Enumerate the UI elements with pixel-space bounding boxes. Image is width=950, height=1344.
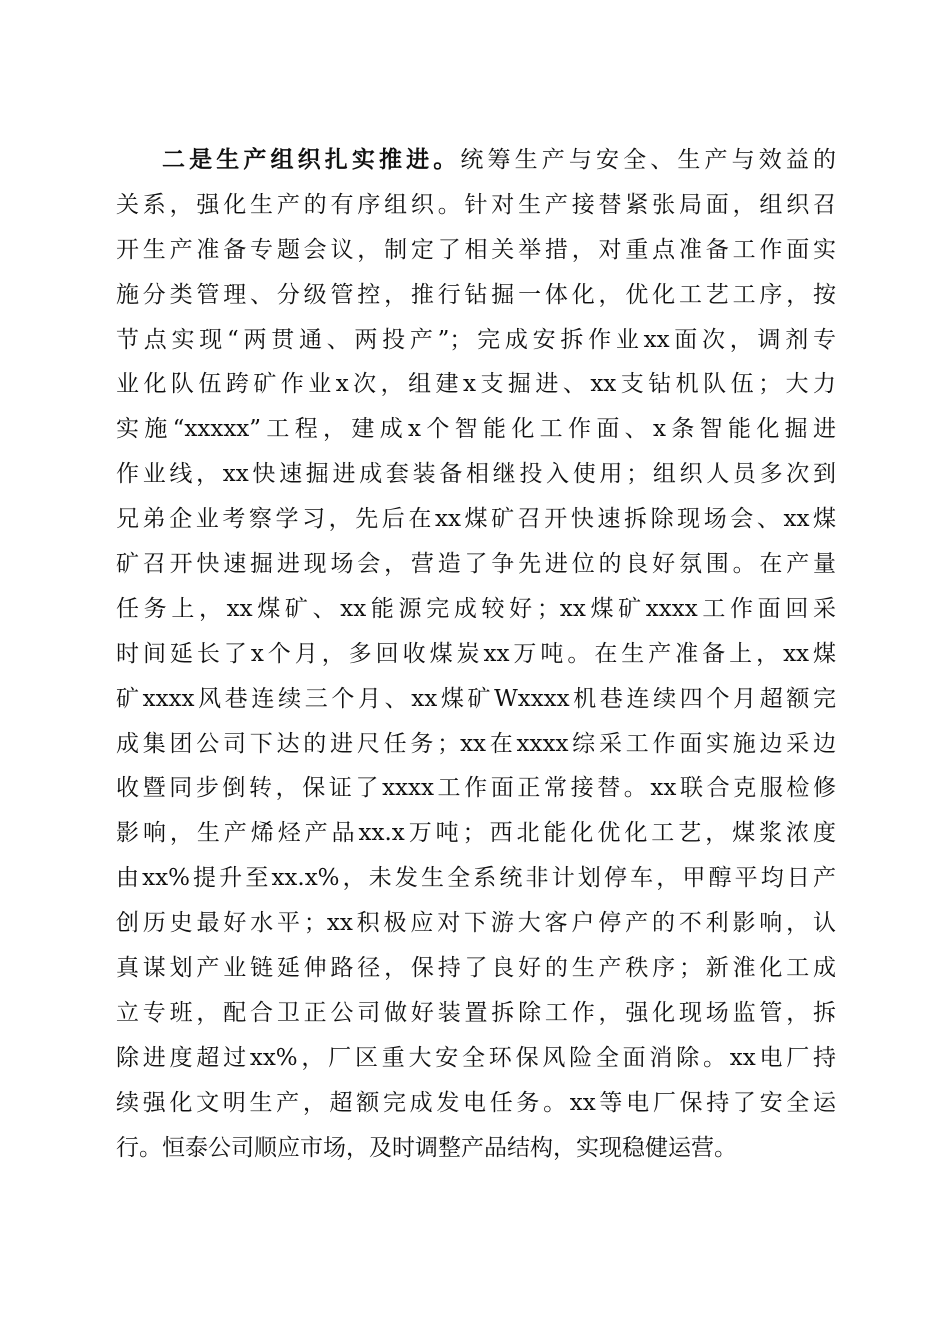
paragraph-line: 矿xxxx风巷连续三个月、xx煤矿Wxxxx机巷连续四个月超额完 (116, 685, 836, 712)
paragraph-lead: 二是生产组织扎实推进。 (162, 146, 461, 173)
paragraph-line: 真谋划产业链延伸路径，保持了良好的生产秩序；新淮化工成 (116, 955, 836, 982)
paragraph-line: 节点实现“两贯通、两投产”；完成安拆作业xx面次，调剂专 (116, 326, 836, 353)
paragraph-line: 立专班，配合卫正公司做好装置拆除工作，强化现场监管，拆 (116, 999, 836, 1026)
paragraph-line: 矿召开快速掘进现场会，营造了争先进位的良好氛围。在产量 (116, 551, 836, 578)
paragraph-line: 时间延长了x个月，多回收煤炭xx万吨。在生产准备上，xx煤 (116, 640, 836, 667)
paragraph-line: 兄弟企业考察学习，先后在xx煤矿召开快速拆除现场会、xx煤 (116, 506, 836, 533)
paragraph-line: 续强化文明生产，超额完成发电任务。xx等电厂保持了安全运 (116, 1089, 836, 1116)
paragraph-line: 作业线，xx快速掘进成套装备相继投入使用；组织人员多次到 (116, 461, 836, 488)
paragraph-line: 成集团公司下达的进尺任务；xx在xxxx综采工作面实施边采边 (116, 730, 836, 757)
paragraph-line: 施分类管理、分级管控，推行钻掘一体化，优化工艺工序，按 (116, 281, 836, 308)
paragraph-line: 业化队伍跨矿作业x次，组建x支掘进、xx支钻机队伍；大力 (116, 371, 836, 398)
body-paragraph (116, 138, 836, 1170)
paragraph-line: 创历史最好水平；xx积极应对下游大客户停产的不利影响，认 (116, 910, 836, 937)
paragraph-line: 由xx%提升至xx.x%，未发生全系统非计划停车，甲醇平均日产 (116, 865, 836, 892)
paragraph-line: 任务上，xx煤矿、xx能源完成较好；xx煤矿xxxx工作面回采 (116, 595, 836, 622)
paragraph-line: 除进度超过xx%，厂区重大安全环保风险全面消除。xx电厂持 (116, 1044, 836, 1071)
paragraph-line: 统筹生产与安全、生产与效益的 (460, 147, 836, 173)
paragraph-line: 收暨同步倒转，保证了xxxx工作面正常接替。xx联合克服检修 (116, 775, 836, 802)
paragraph-line-last: 行。恒泰公司顺应市场，及时调整产品结构，实现稳健运营。 (116, 1134, 737, 1161)
paragraph-line: 关系，强化生产的有序组织。针对生产接替紧张局面，组织召 (116, 191, 836, 218)
paragraph-line: 开生产准备专题会议，制定了相关举措，对重点准备工作面实 (116, 236, 836, 263)
paragraph-line-first (116, 138, 836, 183)
paragraph-line: 实施“xxxxx”工程，建成x个智能化工作面、x条智能化掘进 (116, 416, 836, 443)
paragraph-line: 影响，生产烯烃产品xx.x万吨；西北能化优化工艺，煤浆浓度 (116, 820, 836, 847)
